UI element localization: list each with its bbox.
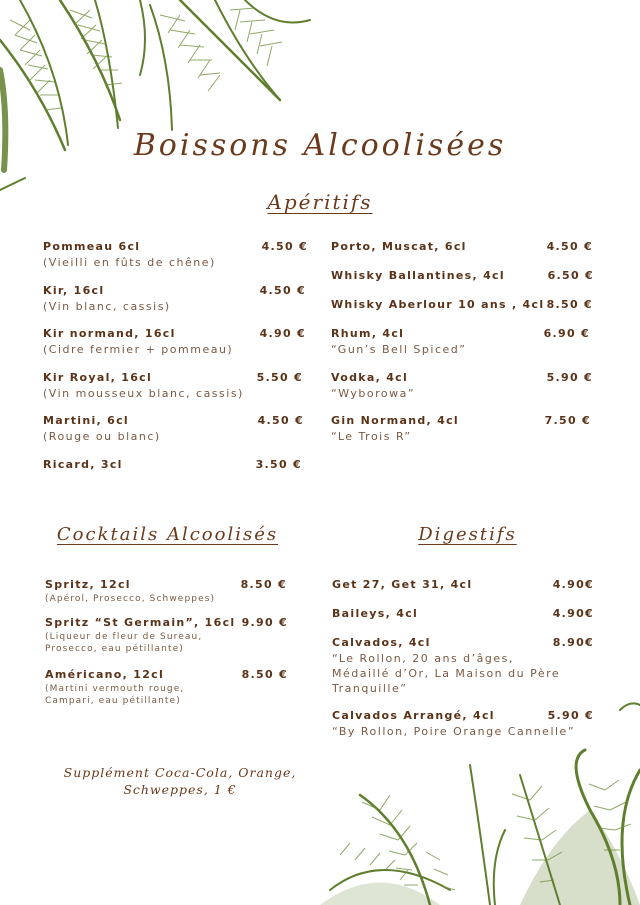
item-description: “Le Trois R” [331,430,412,443]
item-name: Porto, Muscat, 6cl [331,240,467,253]
item-name: Whisky Ballantines, 4cl [331,269,505,282]
item-description: (Rouge ou blanc) [43,430,161,443]
item-price: 4.90 € [259,327,306,340]
item-name: Martini, 6cl [43,414,129,427]
item-price: 4.50 € [546,240,593,253]
item-price: 4.90€ [552,578,594,591]
item-price: 3.50 € [255,458,302,471]
item-name: Pommeau 6cl [43,240,141,253]
item-name: Whisky Aberlour 10 ans , 4cl [331,298,545,311]
menu-item [331,371,593,401]
item-name: Spritz “St Germain”, 16cl [45,616,236,629]
menu-item [331,269,594,282]
item-price: 5.90 € [546,371,593,384]
item-name: Rhum, 4cl [331,327,405,340]
section-heading-aperitifs: Apéritifs [267,190,373,214]
item-description: (Vin mousseux blanc, cassis) [43,387,244,400]
pine-foliage-top-decoration [0,0,320,200]
menu-item [45,578,287,605]
item-description: “By Rollon, Poire Orange Cannelle” [332,725,576,738]
item-description: (Vin blanc, cassis) [43,300,171,313]
item-name: Vodka, 4cl [331,371,409,384]
item-price: 4.90€ [552,607,594,620]
item-price: 6.90 € [543,327,590,340]
item-description: (Apérol, Prosecco, Schweppes) [45,594,216,604]
menu-item [45,668,288,707]
menu-item [43,371,303,401]
menu-item [332,709,594,739]
item-description: “Wyborowa” [331,387,416,400]
item-price: 7.50 € [544,414,591,427]
menu-item [331,240,593,253]
item-name: Get 27, Get 31, 4cl [332,578,473,591]
item-name: Kir, 16cl [43,284,105,297]
menu-item [43,327,306,357]
item-price: 5.90 € [547,709,594,722]
item-price: 8.50 € [241,668,288,681]
item-description: (Martini vermouth rouge, Campari, eau pétillante) [45,684,185,706]
menu-item [43,458,302,471]
item-name: Ricard, 3cl [43,458,123,471]
item-name: Spritz, 12cl [45,578,131,591]
item-name: Américano, 12cl [45,668,165,681]
item-name: Kir Royal, 16cl [43,371,153,384]
menu-item [43,414,304,444]
section-heading-digestifs: Digestifs [418,524,517,545]
item-price: 8.50 € [546,298,593,311]
item-description: “Gun’s Bell Spiced” [331,343,467,356]
menu-item [43,284,306,314]
menu-item [43,240,308,270]
item-name: Kir normand, 16cl [43,327,176,340]
item-price: 4.50 € [259,284,306,297]
item-description: “Le Rollon, 20 ans d’âges, Médaillé d’Or, La Maison du Père Tranquille” [332,652,561,695]
item-price: 8.50 € [240,578,287,591]
menu-item [331,414,591,444]
item-price: 4.50 € [261,240,308,253]
item-price: 6.50 € [547,269,594,282]
item-price: 4.50 € [257,414,304,427]
menu-item [332,578,594,591]
section-heading-cocktails: Cocktails Alcoolisés [56,524,279,545]
item-name: Calvados Arrangé, 4cl [332,709,495,722]
item-name: Gin Normand, 4cl [331,414,459,427]
menu-item [332,607,594,620]
item-price: 9.90 € [241,616,288,629]
item-name: Baileys, 4cl [332,607,419,620]
item-price: 8.90€ [552,636,594,649]
menu-item [45,616,288,655]
menu-item [331,298,593,311]
item-price: 5.50 € [256,371,303,384]
menu-item [331,327,590,357]
menu-item [332,636,594,696]
supplement-note: Supplément Coca-Cola, Orange, Schweppes, 1 € [63,765,297,797]
menu-title: Boissons Alcoolisées [133,128,507,163]
item-description: (Vieilli en fûts de chêne) [43,256,216,269]
item-description: (Liqueur de fleur de Sureau, Prosecco, eau pétillante) [45,632,203,654]
item-description: (Cidre fermier + pommeau) [43,343,234,356]
item-name: Calvados, 4cl [332,636,431,649]
